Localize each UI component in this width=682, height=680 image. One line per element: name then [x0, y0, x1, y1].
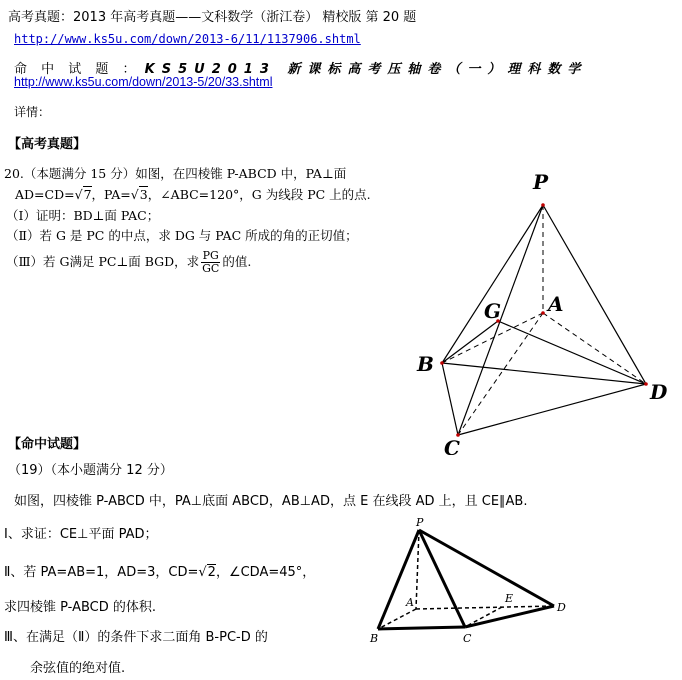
label-b: B [417, 352, 434, 376]
gaokao-part1: （Ⅰ）证明：BD⊥面 PAC； [6, 208, 160, 223]
detail-label: 详情： [14, 105, 51, 119]
gaokao-part3-b: 的值. [222, 254, 252, 269]
label-b: B [370, 632, 379, 645]
edge-ad [416, 606, 554, 609]
edge-gb [442, 321, 498, 363]
mingzhong-part3: Ⅲ、在满足（Ⅱ）的条件下求二面角 B-PC-D 的 [4, 630, 268, 645]
mingzhong-part1: Ⅰ、求证：CE⊥平面 PAD； [4, 527, 158, 542]
edge-cd [458, 384, 646, 435]
sqrt-2: 2 [207, 565, 216, 580]
gaokao-part3 [6, 250, 251, 275]
sqrt-3: 3 [139, 187, 148, 202]
edge-cd [465, 606, 554, 627]
target-link[interactable]: http://www.ks5u.com/down/2013-5/20/33.shtml [14, 75, 273, 89]
edge-bc [378, 627, 465, 629]
mingzhong-part3-b: 余弦值的绝对值. [30, 661, 126, 676]
mingzhong-part2-c: 求四棱锥 P-ABCD 的体积. [4, 600, 157, 615]
pyramid-figure-gaokao [390, 165, 682, 455]
fraction-pg-gc [201, 250, 220, 275]
label-p: P [533, 170, 549, 194]
gaokao-heading: 【高考真题】 [8, 137, 87, 152]
vertex-d [644, 382, 648, 386]
gaokao-q-line2-b: ，PA= [91, 187, 131, 202]
edge-bd [442, 363, 646, 384]
sqrt-7: 7 [83, 187, 92, 202]
gaokao-part2: （Ⅱ）若 G 是 PC 的中点，求 DG 与 PAC 所成的角的正切值； [6, 228, 358, 243]
gaokao-q-line1: 20.（本题满分 15 分）如图，在四棱锥 P-ABCD 中，PA⊥面 [4, 166, 347, 181]
label-a: A [548, 292, 564, 316]
vertex-p [541, 203, 545, 207]
gaokao-part3-a: （Ⅲ）若 G满足 PC⊥面 BGD，求 [6, 254, 200, 269]
label-d: D [557, 601, 566, 614]
target-title: KS5U2013 新课标高考压轴卷（一）理科数学 [144, 62, 588, 77]
mingzhong-part2-a: Ⅱ、若 PA=AB=1，AD=3，CD= [4, 565, 199, 580]
gaokao-q-line2-a: AD=CD= [15, 187, 75, 202]
edge-pb [442, 205, 543, 363]
label-e: E [505, 592, 514, 605]
target-prefix: 命 中 试 题 ： [14, 62, 141, 77]
label-c: C [444, 436, 460, 455]
header-source-line: 高考真题：2013 年高考真题——文科数学（浙江卷） 精校版 第 20 题 [8, 10, 417, 25]
edge-ad [543, 313, 646, 384]
vertex-b [440, 361, 444, 365]
edge-pb [378, 530, 419, 629]
mingzhong-part2-b: ，∠CDA=45°， [215, 565, 316, 580]
fraction-denominator: GC [202, 262, 220, 275]
edge-ac [458, 313, 543, 435]
label-p: P [416, 516, 424, 529]
mingzhong-part2: Ⅱ、若 PA=AB=1，AD=3，CD=√2，∠CDA=45°， [4, 565, 316, 580]
edge-pd [419, 530, 554, 606]
gaokao-q-line2: AD=CD=√7，PA=√3，∠ABC=120°，G 为线段 PC 上的点. [15, 187, 371, 202]
gaokao-q-line2-c: ，∠ABC=120°，G 为线段 PC 上的点. [147, 187, 371, 202]
edge-gd [498, 321, 646, 384]
mingzhong-q-line2: 如图，四棱锥 P-ABCD 中，PA⊥底面 ABCD，AB⊥AD，点 E 在线段 AD 上，且 CE∥AB. [14, 494, 528, 509]
vertex-a [541, 311, 545, 315]
mingzhong-heading: 【命中试题】 [8, 437, 87, 452]
mingzhong-q-line1: （19）（本小题满分 12 分） [8, 463, 173, 478]
label-a: A [406, 596, 414, 609]
source-link[interactable]: http://www.ks5u.com/down/2013-6/11/1137906.shtml [14, 32, 361, 46]
label-c: C [463, 632, 472, 645]
fraction-numerator: PG [202, 249, 219, 262]
edge-bc [442, 363, 458, 435]
label-g: G [484, 299, 502, 323]
label-d: D [650, 380, 668, 404]
edge-pa [416, 530, 419, 609]
pyramid-figure-mingzhong [362, 510, 582, 650]
